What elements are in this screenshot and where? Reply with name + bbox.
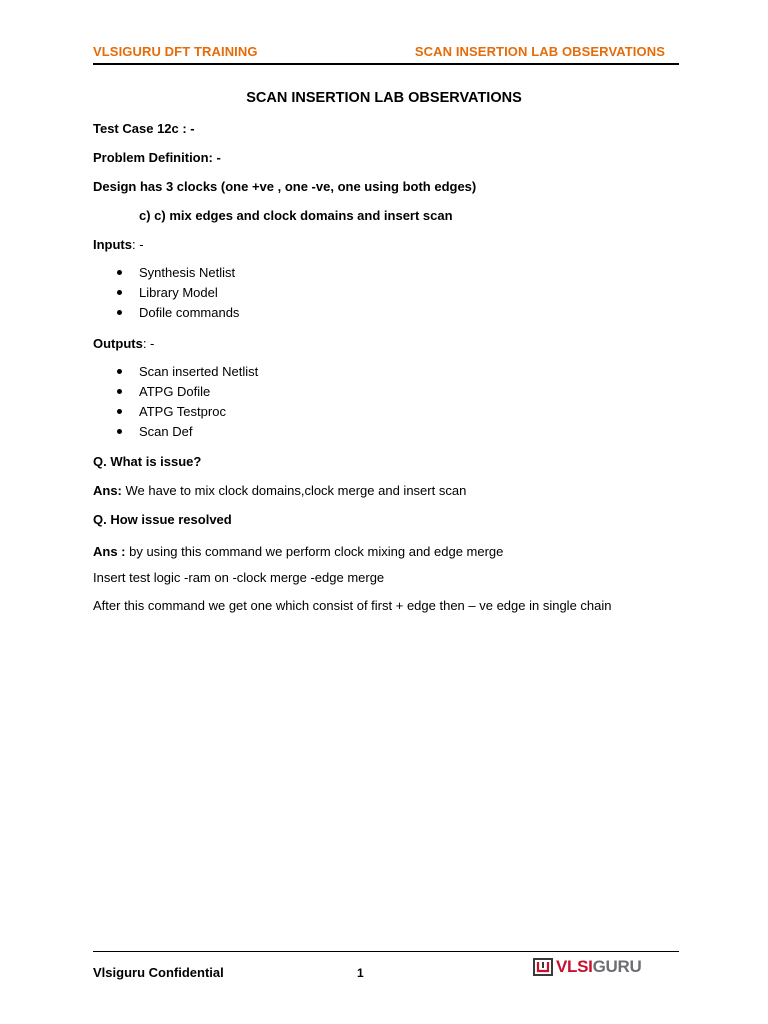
list-item: ATPG Dofile [115, 382, 258, 402]
logo-wordmark [556, 957, 641, 977]
document-title: SCAN INSERTION LAB OBSERVATIONS [246, 90, 522, 106]
list-item: ATPG Testproc [115, 402, 258, 422]
question-1: Q. What is issue? [93, 454, 202, 469]
header-divider [93, 63, 679, 65]
vlsiguru-logo-icon [533, 958, 553, 976]
list-item: Synthesis Netlist [115, 263, 239, 283]
answer-2-text: by using this command we perform clock mixing and edge merge [125, 544, 504, 559]
list-item: Scan Def [115, 422, 258, 442]
page-number: 1 [357, 966, 364, 980]
logo-text-vlsi: VLSI [556, 957, 593, 976]
inputs-heading [93, 237, 144, 252]
inputs-label: Inputs [93, 237, 132, 252]
answer-1-label: Ans: [93, 483, 122, 498]
footer-confidential: Vlsiguru Confidential [93, 965, 224, 980]
inputs-list [115, 263, 239, 323]
outputs-suffix: : - [142, 336, 155, 351]
header-left-title: VLSIGURU DFT TRAINING [93, 44, 258, 59]
command-text: Insert test logic -ram on -clock merge -edge merge [93, 570, 385, 585]
design-description: Design has 3 clocks (one +ve , one -ve, one using both edges) [93, 179, 477, 194]
list-item: Dofile commands [115, 303, 239, 323]
vlsiguru-logo [533, 956, 641, 978]
answer-2 [93, 544, 503, 559]
problem-definition-label: Problem Definition: - [93, 150, 221, 165]
logo-text-guru: GURU [592, 957, 642, 976]
answer-1 [93, 483, 466, 498]
inputs-suffix: : - [132, 237, 144, 252]
test-case-label: Test Case 12c : - [93, 121, 195, 136]
list-item: Scan inserted Netlist [115, 362, 258, 382]
answer-2-label: Ans : [93, 544, 126, 559]
subpoint-c: c) c) mix edges and clock domains and insert scan [139, 208, 453, 223]
question-2: Q. How issue resolved [93, 512, 232, 527]
header-right-title: SCAN INSERTION LAB OBSERVATIONS [414, 44, 665, 59]
outputs-label: Outputs [93, 336, 143, 351]
after-command-text: After this command we get one which consist of first + edge then – ve edge in single chain [93, 598, 612, 613]
outputs-list [115, 362, 258, 442]
footer-divider [93, 951, 679, 952]
list-item: Library Model [115, 283, 239, 303]
answer-1-text: We have to mix clock domains,clock merge and insert scan [121, 483, 467, 498]
outputs-heading [93, 336, 154, 351]
